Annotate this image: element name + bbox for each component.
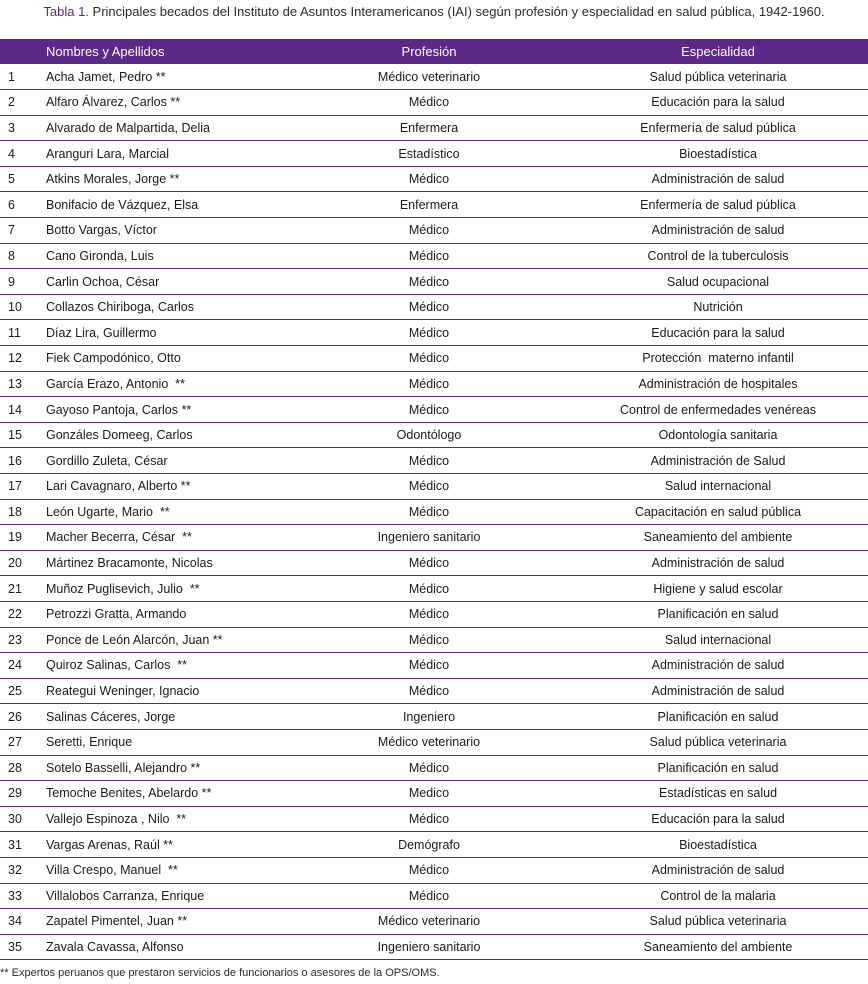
row-specialty: Administración de salud <box>651 223 785 238</box>
table-body <box>0 64 868 960</box>
row-number: 14 <box>8 402 22 417</box>
row-number: 18 <box>8 504 22 519</box>
row-name: Gonzáles Domeeg, Carlos <box>46 428 193 443</box>
table-row <box>0 704 868 730</box>
row-name: Carlin Ochoa, César <box>46 274 160 289</box>
row-specialty: Control de la tuberculosis <box>647 248 789 263</box>
row-name: Alfaro Álvarez, Carlos ** <box>46 95 181 110</box>
table-row <box>0 218 868 244</box>
row-specialty: Educación para la salud <box>651 325 785 340</box>
row-number: 28 <box>8 760 22 775</box>
row-profession: Odontólogo <box>396 428 462 443</box>
row-profession: Médico <box>408 863 450 878</box>
table-row <box>0 678 868 704</box>
table-row <box>0 755 868 781</box>
row-specialty: Bioestadística <box>679 837 757 852</box>
row-specialty: Nutrición <box>693 300 743 315</box>
row-specialty: Administración de salud <box>651 556 785 571</box>
row-profession: Médico <box>408 223 450 238</box>
row-profession: Médico <box>408 274 450 289</box>
row-specialty: Estadísticas en salud <box>658 786 778 801</box>
row-number: 32 <box>8 863 22 878</box>
row-name: Acha Jamet, Pedro ** <box>46 69 166 84</box>
row-specialty: Administración de salud <box>651 658 785 673</box>
table-row <box>0 601 868 627</box>
row-number: 27 <box>8 735 22 750</box>
row-number: 21 <box>8 581 22 596</box>
row-number: 12 <box>8 351 22 366</box>
table-row <box>0 115 868 141</box>
fellows-table <box>0 39 868 960</box>
row-number: 35 <box>8 939 22 954</box>
table-row <box>0 64 868 90</box>
row-profession: Enfermera <box>399 197 459 212</box>
table-row <box>0 883 868 909</box>
table-row <box>0 525 868 551</box>
row-profession: Médico <box>408 402 450 417</box>
table-row <box>0 499 868 525</box>
row-name: Gayoso Pantoja, Carlos ** <box>46 402 192 417</box>
row-number: 22 <box>8 607 22 622</box>
row-specialty: Enfermería de salud pública <box>640 197 796 212</box>
row-name: Salinas Cáceres, Jorge <box>46 709 176 724</box>
row-number: 31 <box>8 837 22 852</box>
caption-tag: Tabla 1. <box>43 4 89 19</box>
row-profession: Médico <box>408 812 450 827</box>
row-number: 17 <box>8 479 22 494</box>
row-name: Botto Vargas, Víctor <box>46 223 157 238</box>
row-name: Zavala Cavassa, Alfonso <box>46 939 184 954</box>
header-specialty: Especialidad <box>681 44 755 59</box>
row-number: 16 <box>8 453 22 468</box>
table-row <box>0 269 868 295</box>
table-row <box>0 627 868 653</box>
row-number: 26 <box>8 709 22 724</box>
row-name: Sotelo Basselli, Alejandro ** <box>46 760 201 775</box>
row-profession: Médico <box>408 581 450 596</box>
row-profession: Estadístico <box>398 146 460 161</box>
table-row <box>0 653 868 679</box>
row-profession: Médico <box>408 632 450 647</box>
row-profession: Ingeniero <box>402 709 456 724</box>
row-number: 9 <box>8 274 15 289</box>
row-number: 19 <box>8 530 22 545</box>
row-profession: Médico <box>408 376 450 391</box>
row-profession: Médico <box>408 479 450 494</box>
row-name: Petrozzi Gratta, Armando <box>46 607 187 622</box>
footnote: ** Expertos peruanos que prestaron servicios de funcionarios o asesores de la OPS/OMS. <box>0 967 440 979</box>
row-name: Díaz Lira, Guillermo <box>46 325 157 340</box>
row-number: 23 <box>8 632 22 647</box>
table-row <box>0 729 868 755</box>
row-number: 7 <box>8 223 15 238</box>
table-row <box>0 192 868 218</box>
row-profession: Médico <box>408 888 450 903</box>
row-specialty: Salud pública veterinaria <box>649 914 787 929</box>
header-profession: Profesión <box>401 44 457 59</box>
table-row <box>0 448 868 474</box>
row-profession: Médico veterinario <box>377 914 481 929</box>
row-name: León Ugarte, Mario ** <box>46 504 170 519</box>
row-name: Vallejo Espinoza , Nilo ** <box>46 812 187 827</box>
table-row <box>0 781 868 807</box>
row-profession: Médico <box>408 504 450 519</box>
row-specialty: Protección materno infantil <box>642 351 794 366</box>
row-name: Ponce de León Alarcón, Juan ** <box>46 632 223 647</box>
row-specialty: Higiene y salud escolar <box>653 581 783 596</box>
row-name: Reategui Weninger, Ignacio <box>46 684 200 699</box>
row-number: 3 <box>8 120 15 135</box>
row-number: 15 <box>8 428 22 443</box>
row-specialty: Saneamiento del ambiente <box>643 530 793 545</box>
row-profession: Médico <box>408 95 450 110</box>
row-number: 1 <box>8 69 15 84</box>
header-name: Nombres y Apellidos <box>46 44 165 59</box>
table-caption <box>0 3 868 21</box>
row-profession: Médico <box>408 172 450 187</box>
row-name: Quiroz Salinas, Carlos ** <box>46 658 188 673</box>
table-row <box>0 294 868 320</box>
table-row <box>0 166 868 192</box>
row-number: 11 <box>8 325 21 340</box>
row-specialty: Capacitación en salud pública <box>634 504 802 519</box>
row-specialty: Educación para la salud <box>651 95 785 110</box>
table-row <box>0 934 868 960</box>
row-profession: Médico <box>408 658 450 673</box>
row-number: 10 <box>8 300 22 315</box>
row-name: Villa Crespo, Manuel ** <box>46 863 178 878</box>
row-name: Macher Becerra, César ** <box>46 530 192 545</box>
row-name: Mártinez Bracamonte, Nicolas <box>46 556 213 571</box>
row-profession: Médico <box>408 351 450 366</box>
row-profession: Médico veterinario <box>377 735 481 750</box>
table-row <box>0 576 868 602</box>
row-name: Zapatel Pimentel, Juan ** <box>46 914 188 929</box>
table-row <box>0 141 868 167</box>
table-row <box>0 90 868 116</box>
row-name: Cano Gironda, Luis <box>46 248 154 263</box>
row-specialty: Enfermería de salud pública <box>640 120 796 135</box>
row-number: 6 <box>8 197 15 212</box>
row-profession: Medico <box>408 786 450 801</box>
row-number: 5 <box>8 172 15 187</box>
row-specialty: Administración de Salud <box>650 453 786 468</box>
row-specialty: Planificación en salud <box>657 760 779 775</box>
row-name: Collazos Chiriboga, Carlos <box>46 300 194 315</box>
row-specialty: Educación para la salud <box>651 812 785 827</box>
row-number: 24 <box>8 658 22 673</box>
row-number: 13 <box>8 376 22 391</box>
row-specialty: Administración de salud <box>651 863 785 878</box>
row-name: Villalobos Carranza, Enrique <box>46 888 205 903</box>
row-specialty: Bioestadística <box>679 146 757 161</box>
row-specialty: Salud pública veterinaria <box>649 69 787 84</box>
table-row <box>0 320 868 346</box>
row-number: 29 <box>8 786 22 801</box>
row-name: Atkins Morales, Jorge ** <box>46 172 180 187</box>
row-name: García Erazo, Antonio ** <box>46 376 185 391</box>
row-profession: Médico <box>408 760 450 775</box>
row-specialty: Control de enfermedades venéreas <box>620 402 816 417</box>
table-row <box>0 909 868 935</box>
row-profession: Demógrafo <box>398 837 460 852</box>
table-row <box>0 550 868 576</box>
row-name: Alvarado de Malpartida, Delia <box>46 120 210 135</box>
row-name: Fiek Campodónico, Otto <box>46 351 181 366</box>
row-specialty: Planificación en salud <box>657 607 779 622</box>
row-profession: Médico <box>408 453 450 468</box>
table-header-row <box>0 39 868 64</box>
table-row <box>0 806 868 832</box>
row-name: Bonifacio de Vázquez, Elsa <box>46 197 199 212</box>
row-number: 33 <box>8 888 22 903</box>
row-specialty: Salud pública veterinaria <box>649 735 787 750</box>
row-profession: Médico <box>408 556 450 571</box>
row-specialty: Planificación en salud <box>657 709 779 724</box>
row-number: 20 <box>8 556 22 571</box>
row-specialty: Odontología sanitaria <box>658 428 778 443</box>
row-specialty: Administración de salud <box>651 684 785 699</box>
row-specialty: Control de la malaria <box>660 888 776 903</box>
table-row <box>0 397 868 423</box>
row-profession: Enfermera <box>399 120 459 135</box>
header-number <box>0 39 40 64</box>
row-profession: Médico <box>408 300 450 315</box>
row-name: Aranguri Lara, Marcial <box>46 146 169 161</box>
row-number: 34 <box>8 914 22 929</box>
row-profession: Médico <box>408 325 450 340</box>
row-name: Lari Cavagnaro, Alberto ** <box>46 479 191 494</box>
row-name: Seretti, Enrique <box>46 735 133 750</box>
row-number: 25 <box>8 684 22 699</box>
row-number: 4 <box>8 146 15 161</box>
table-row <box>0 422 868 448</box>
row-profession: Médico veterinario <box>377 69 481 84</box>
row-profession: Médico <box>408 607 450 622</box>
row-name: Vargas Arenas, Raúl ** <box>46 837 173 852</box>
row-specialty: Salud internacional <box>664 632 772 647</box>
row-specialty: Administración de hospitales <box>638 376 798 391</box>
row-profession: Médico <box>408 248 450 263</box>
row-name: Muñoz Puglisevich, Julio ** <box>46 581 200 596</box>
row-profession: Ingeniero sanitario <box>377 530 481 545</box>
row-number: 8 <box>8 248 15 263</box>
caption-text: Principales becados del Instituto de Asuntos Interamericanos (IAI) según profesión y especialidad en salud pública, 1942-1960. <box>92 4 825 19</box>
row-specialty: Salud ocupacional <box>666 274 770 289</box>
row-specialty: Salud internacional <box>664 479 772 494</box>
row-specialty: Saneamiento del ambiente <box>643 939 793 954</box>
row-profession: Médico <box>408 684 450 699</box>
row-name: Temoche Benites, Abelardo ** <box>46 786 212 801</box>
table-row <box>0 346 868 372</box>
row-number: 2 <box>8 95 15 110</box>
row-specialty: Administración de salud <box>651 172 785 187</box>
table-row <box>0 371 868 397</box>
row-number: 30 <box>8 812 22 827</box>
table-row <box>0 832 868 858</box>
row-profession: Ingeniero sanitario <box>377 939 481 954</box>
table-row <box>0 474 868 500</box>
table-row <box>0 857 868 883</box>
table-row <box>0 243 868 269</box>
row-name: Gordillo Zuleta, César <box>46 453 168 468</box>
